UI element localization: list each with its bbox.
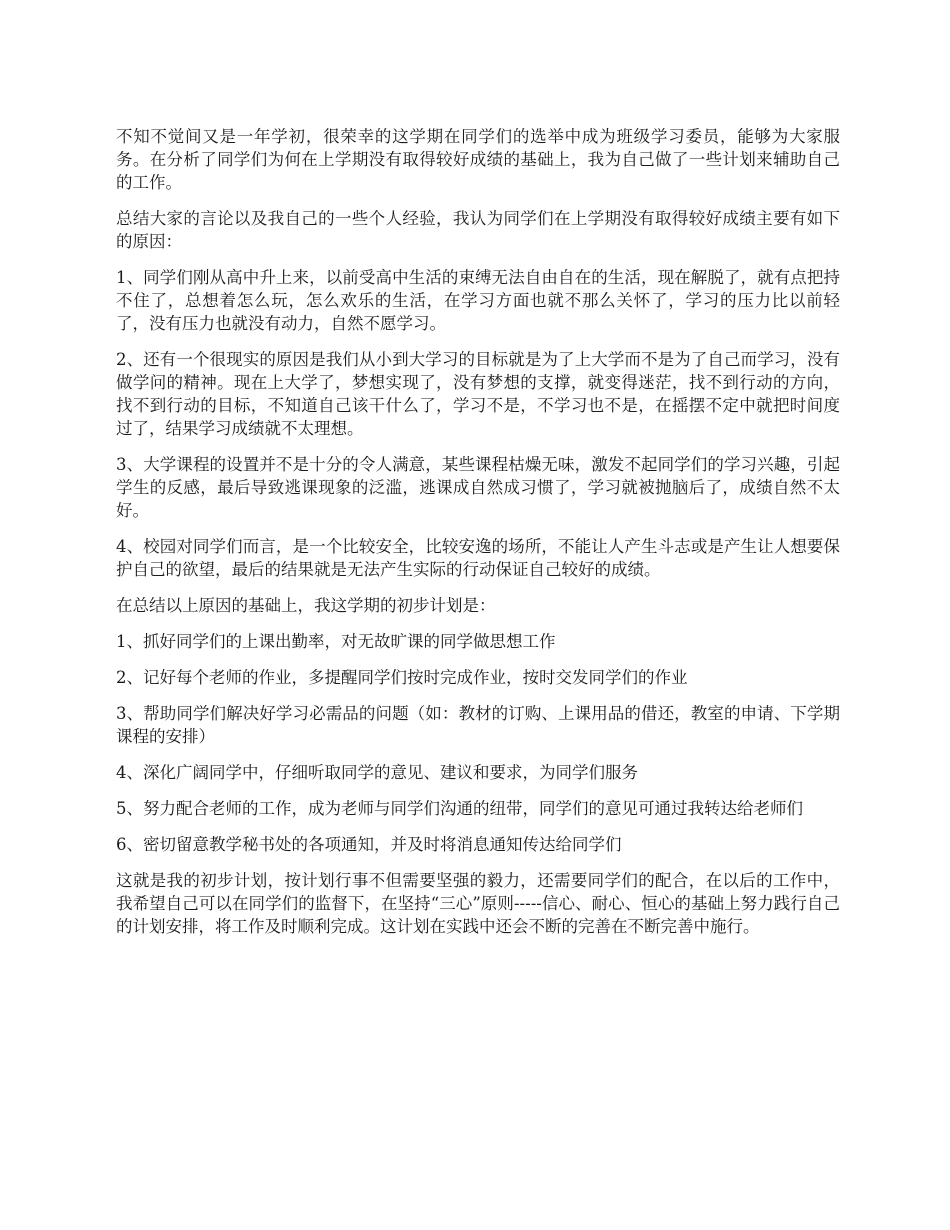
plan-item-5: 5、努力配合老师的工作，成为老师与同学们沟通的纽带，同学们的意见可通过我转达给老师们 <box>116 799 803 818</box>
plan-intro-paragraph: 在总结以上原因的基础上，我这学期的初步计划是： <box>116 596 496 615</box>
plan-item-1: 1、抓好同学们的上课出勤率，对无故旷课的同学做思想工作 <box>116 632 556 651</box>
plan-item-2: 2、记好每个老师的作业，多提醒同学们按时完成作业，按时交发同学们的作业 <box>116 668 688 687</box>
plan-item-3: 3、帮助同学们解决好学习必需品的问题（如：教材的订购、上课用品的借还，教室的申请、下学期课程的安排） <box>116 704 840 746</box>
reason-item-4: 4、校园对同学们而言，是一个比较安全，比较安逸的场所，不能让人产生斗志或是产生让人想要保护自己的欲望，最后的结果就是无法产生实际的行动保证自己较好的成绩。 <box>116 537 840 579</box>
reasons-intro-paragraph: 总结大家的言论以及我自己的一些个人经验，我认为同学们在上学期没有取得较好成绩主要有如下的原因： <box>116 209 840 251</box>
reason-item-3: 3、大学课程的设置并不是十分的令人满意，某些课程枯燥无味，激发不起同学们的学习兴趣，引起学生的反感，最后导致逃课现象的泛滥，逃课成自然成习惯了，学习就被抛脑后了，成绩自然不太好。 <box>116 455 840 520</box>
conclusion-paragraph: 这就是我的初步计划，按计划行事不但需要坚强的毅力，还需要同学们的配合，在以后的工作中，我希望自己可以在同学们的监督下，在坚持“三心”原则-----信心、耐心、恒心的基础上努力践行自己的计划安排，将工作及时顺利完成。这计划在实践中还会不断的完善在不断完善中施行。 <box>116 871 840 936</box>
plan-item-6: 6、密切留意教学秘书处的各项通知，并及时将消息通知传达给同学们 <box>116 835 622 854</box>
reason-item-2: 2、还有一个很现实的原因是我们从小到大学习的目标就是为了上大学而不是为了自己而学习，没有做学问的精神。现在上大学了，梦想实现了，没有梦想的支撑，就变得迷茫，找不到行动的方向，找不到行动的目标，不知道自己该干什么了，学习不是，不学习也不是，在摇摆不定中就把时间度过了，结果学习成绩就不太理想。 <box>116 350 840 438</box>
intro-paragraph: 不知不觉间又是一年学初，很荣幸的这学期在同学们的选举中成为班级学习委员，能够为大家服务。在分析了同学们为何在上学期没有取得较好成绩的基础上，我为自己做了一些计划来辅助自己的工作。 <box>116 127 840 192</box>
reason-item-1: 1、同学们刚从高中升上来，以前受高中生活的束缚无法自由自在的生活，现在解脱了，就有点把持不住了，总想着怎么玩，怎么欢乐的生活，在学习方面也就不那么关怀了，学习的压力比以前轻了，没有压力也就没有动力，自然不愿学习。 <box>116 268 840 333</box>
plan-item-4: 4、深化广阔同学中，仔细听取同学的意见、建议和要求，为同学们服务 <box>116 763 638 782</box>
document-body <box>116 125 840 951</box>
